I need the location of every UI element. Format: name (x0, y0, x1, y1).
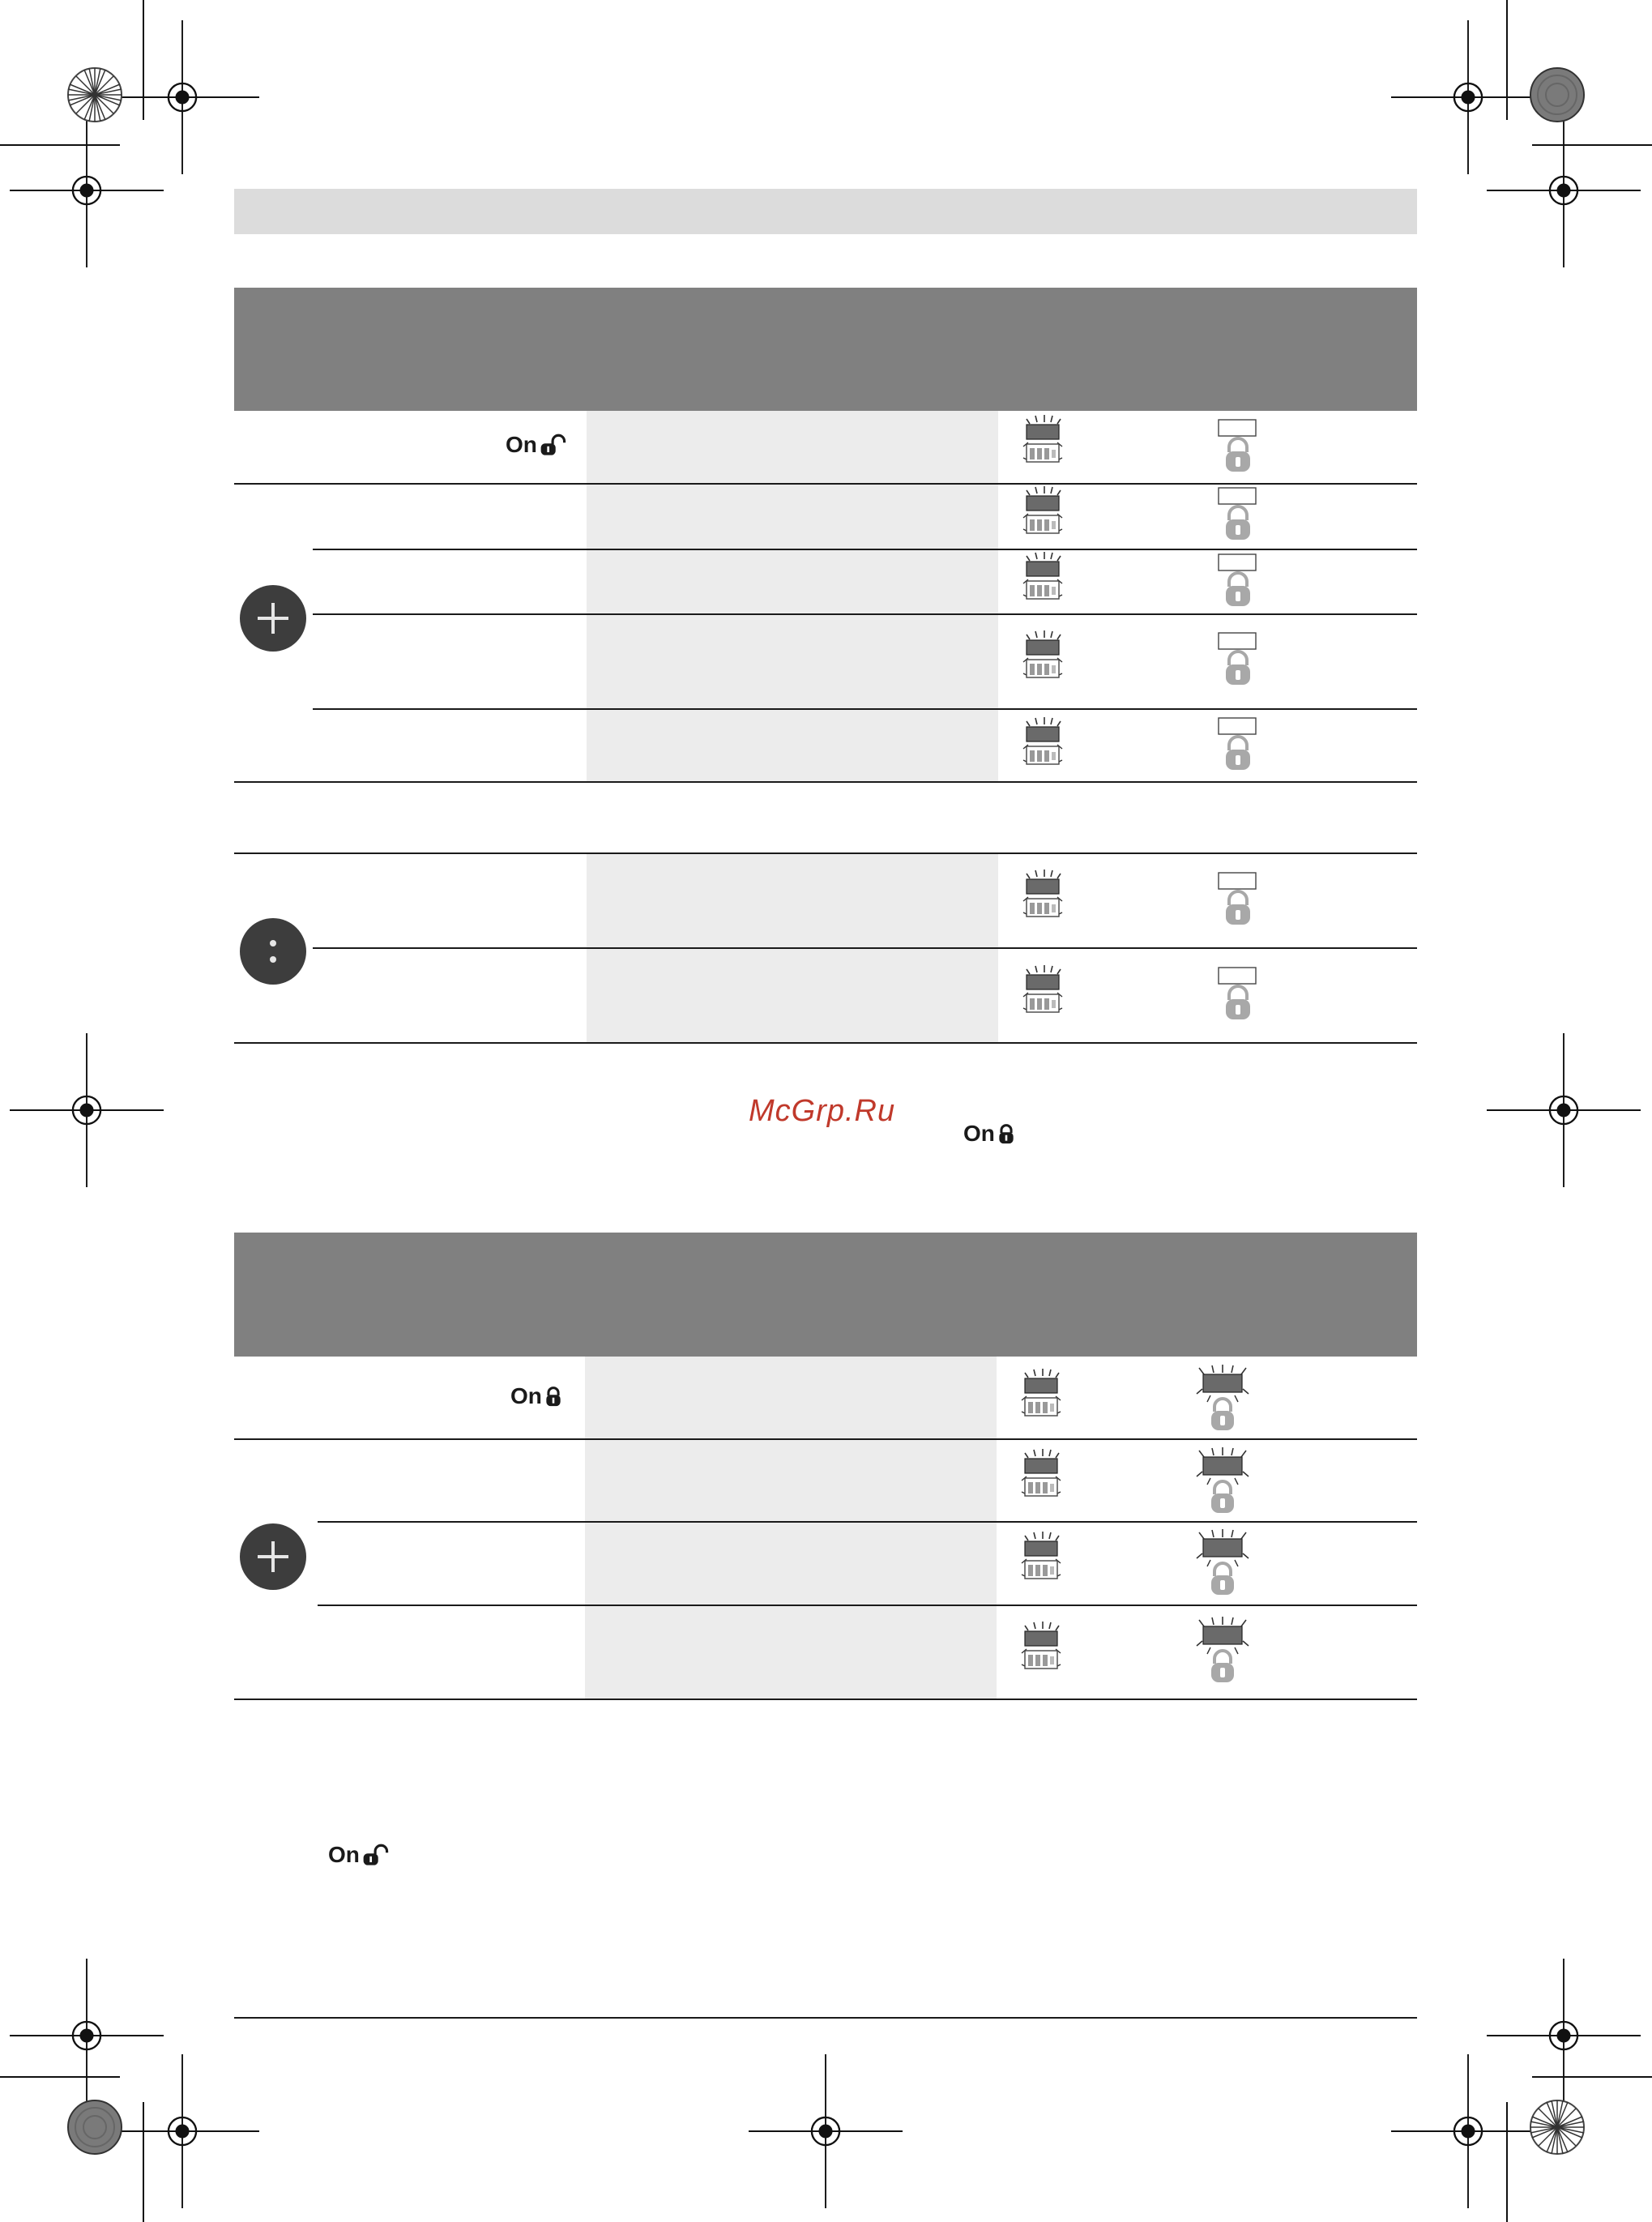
registration-sunburst-icon (1529, 2099, 1586, 2156)
padlock-blinking-icon (1194, 1529, 1251, 1597)
padlock-icon (1217, 486, 1259, 543)
padlock-icon (1217, 631, 1259, 688)
lock-closed-icon (543, 1385, 564, 1408)
mode-on-text: On (963, 1121, 995, 1146)
plus-button[interactable] (240, 585, 306, 652)
lock-closed-icon (996, 1122, 1017, 1145)
mode-on-locked-inline-label (963, 1121, 1017, 1147)
display-segments-icon (1020, 964, 1065, 1021)
table-2-shaded-column (585, 1357, 997, 1699)
registration-crosshair-icon (1391, 2054, 1545, 2208)
padlock-icon (1217, 716, 1259, 773)
display-segments-icon (1020, 414, 1065, 471)
registration-greyball-icon (1529, 66, 1586, 123)
padlock-icon (1217, 966, 1259, 1023)
registration-crosshair-icon (10, 1033, 164, 1187)
page-header-band (234, 189, 1417, 234)
registration-sunburst-icon (66, 66, 123, 123)
padlock-icon (1217, 553, 1259, 609)
registration-crosshair-icon (10, 113, 164, 267)
display-segments-icon (1020, 630, 1065, 686)
lock-open-icon (361, 1844, 391, 1866)
vertical-dots-icon (240, 918, 306, 985)
registration-greyball-icon (66, 2099, 123, 2156)
mode-on-unlocked-footer-label (328, 1842, 391, 1868)
table-1-shaded-column (587, 411, 998, 782)
mode-on-locked-label (510, 1383, 564, 1409)
plus-button[interactable] (240, 1523, 306, 1590)
registration-crosshair-icon (1487, 1033, 1641, 1187)
padlock-icon (1217, 871, 1259, 928)
display-segments-icon (1018, 1368, 1064, 1425)
mode-on-text: On (506, 432, 537, 457)
mode-on-text: On (328, 1842, 360, 1867)
registration-crosshair-icon (749, 2054, 903, 2208)
mode-on-text: On (510, 1383, 542, 1408)
display-segments-icon (1020, 869, 1065, 925)
lock-open-icon (538, 434, 569, 456)
display-segments-icon (1018, 1531, 1064, 1587)
display-segments-icon (1018, 1448, 1064, 1505)
display-segments-icon (1020, 716, 1065, 773)
registration-crosshair-icon (105, 2054, 259, 2208)
table-2-header (234, 1233, 1417, 1357)
padlock-blinking-icon (1194, 1447, 1251, 1515)
display-segments-icon (1020, 551, 1065, 608)
more-button[interactable] (240, 918, 306, 985)
padlock-icon (1217, 418, 1259, 475)
padlock-blinking-icon (1194, 1617, 1251, 1685)
registration-crosshair-icon (1487, 113, 1641, 267)
mode-on-unlocked-label (506, 432, 569, 458)
display-segments-icon (1020, 485, 1065, 542)
footer-rule (234, 2017, 1417, 2019)
watermark-text: McGrp.Ru (749, 1094, 896, 1128)
table-1-header (234, 288, 1417, 411)
plus-icon (240, 1523, 306, 1590)
display-segments-icon (1018, 1621, 1064, 1677)
padlock-blinking-icon (1194, 1365, 1251, 1433)
plus-icon (240, 585, 306, 652)
